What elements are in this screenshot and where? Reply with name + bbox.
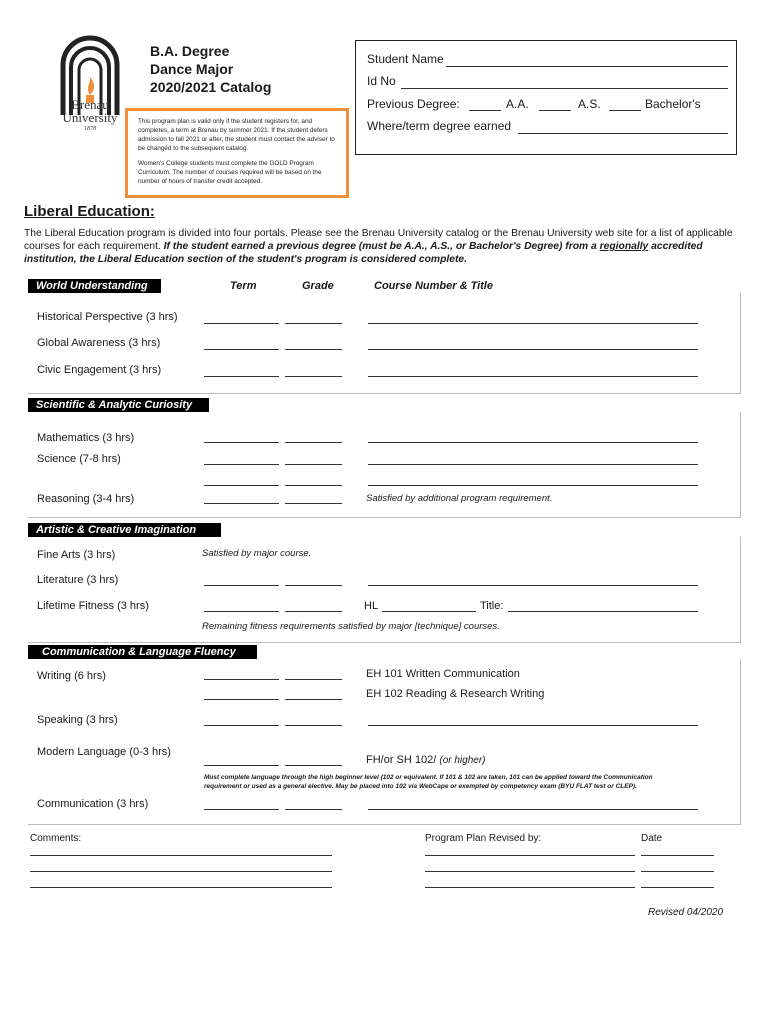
modern-term-field[interactable] — [204, 765, 279, 766]
global-grade-field[interactable] — [285, 349, 342, 350]
as-field[interactable] — [539, 110, 571, 111]
title-label: Title: — [480, 600, 504, 612]
science-course-field-2[interactable] — [368, 485, 698, 486]
hl-field[interactable] — [382, 611, 476, 612]
id-row — [367, 74, 396, 88]
writing-term-field-1[interactable] — [204, 679, 279, 680]
literature-grade-field[interactable] — [285, 585, 342, 586]
liberal-education-intro — [24, 227, 750, 266]
global-course-field[interactable] — [368, 349, 698, 350]
science-term-field-1[interactable] — [204, 464, 279, 465]
writing-term-field-2[interactable] — [204, 699, 279, 700]
where-field[interactable] — [518, 133, 728, 134]
language-note — [204, 773, 653, 791]
row-historical-label: Historical Perspective (3 hrs) — [37, 311, 178, 323]
row-science-label: Science (7-8 hrs) — [37, 453, 121, 465]
where-label: Where/term degree earned — [367, 119, 512, 133]
reasoning-note: Satisfied by additional program requirement. — [366, 493, 553, 504]
math-term-field[interactable] — [204, 442, 279, 443]
aa-label: A.A. — [506, 97, 529, 111]
row-fitness-label: Lifetime Fitness (3 hrs) — [37, 600, 149, 612]
finearts-note: Satisfied by major course. — [202, 548, 312, 559]
historical-term-field[interactable] — [204, 323, 279, 324]
liberal-education-heading: Liberal Education: — [24, 203, 155, 220]
previous-degree-label: Previous Degree: — [367, 97, 460, 111]
comments-line-2[interactable] — [30, 871, 332, 872]
title-field[interactable] — [508, 611, 698, 612]
title-major: Dance Major — [150, 61, 234, 77]
civic-course-field[interactable] — [368, 376, 698, 377]
student-name-field[interactable] — [446, 66, 728, 67]
as-label: A.S. — [578, 97, 601, 111]
communication-course-field[interactable] — [368, 809, 698, 810]
fh-sh-course — [366, 754, 486, 766]
intro-bold-1: If the student earned a previous degree (must be A.A., A.S., or Bachelor's Degree) from a — [160, 241, 600, 252]
title-catalog: 2020/2021 Catalog — [150, 79, 272, 95]
row-civic-label: Civic Engagement (3 hrs) — [37, 364, 162, 376]
row-communication-label: Communication (3 hrs) — [37, 798, 149, 810]
date-line-2[interactable] — [641, 871, 714, 872]
speaking-course-field[interactable] — [368, 725, 698, 726]
writing-grade-field-2[interactable] — [285, 699, 342, 700]
intro-underline: regionally — [599, 241, 649, 252]
science-grade-field-1[interactable] — [285, 464, 342, 465]
math-grade-field[interactable] — [285, 442, 342, 443]
column-grade: Grade — [302, 280, 334, 292]
speaking-term-field[interactable] — [204, 725, 279, 726]
section-communication-fluency: Communication & Language Fluency — [28, 645, 257, 659]
student-name-label: Student Name — [367, 52, 444, 66]
title-degree: B.A. Degree — [150, 43, 230, 59]
section-artistic-imagination: Artistic & Creative Imagination — [28, 523, 221, 537]
intro-plain: The Liberal Education program is divided into four portals. Please see the Brenau University catalog or the Brenau University web site for a list of applicable courses for each requirement. — [24, 228, 733, 252]
catalog-notice — [125, 108, 349, 198]
date-line-3[interactable] — [641, 887, 714, 888]
row-literature-label: Literature (3 hrs) — [37, 574, 119, 586]
reasoning-term-field[interactable] — [204, 503, 279, 504]
communication-term-field[interactable] — [204, 809, 279, 810]
column-course: Course Number & Title — [374, 280, 493, 292]
row-reasoning-label: Reasoning (3-4 hrs) — [37, 493, 135, 505]
column-term: Term — [230, 280, 257, 292]
speaking-grade-field[interactable] — [285, 725, 342, 726]
notice-gold: Women's College students must complete the GOLD Program Curriculum. The number of courses required will be based on the number of hours of transfer credit accepted. — [138, 160, 322, 185]
global-term-field[interactable] — [204, 349, 279, 350]
revised-by-line-1[interactable] — [425, 855, 635, 856]
where-row — [367, 119, 511, 133]
modern-grade-field[interactable] — [285, 765, 342, 766]
fitness-note: Remaining fitness requirements satisfied by major [technique] courses. — [202, 621, 500, 632]
science-term-field-2[interactable] — [204, 485, 279, 486]
comments-line-1[interactable] — [30, 855, 332, 856]
comments-label: Comments: — [30, 833, 82, 844]
previous-degree-row — [367, 97, 460, 111]
aa-field[interactable] — [469, 110, 501, 111]
bachelors-label: Bachelor's — [645, 97, 701, 111]
reasoning-grade-field[interactable] — [285, 503, 342, 504]
science-grade-field-2[interactable] — [285, 485, 342, 486]
science-course-field-1[interactable] — [368, 464, 698, 465]
revised-by-line-2[interactable] — [425, 871, 635, 872]
id-field[interactable] — [401, 88, 728, 89]
math-course-field[interactable] — [368, 442, 698, 443]
communication-grade-field[interactable] — [285, 809, 342, 810]
notice-validity: This program plan is valid only if the student registers for, and completes, a term at Brenau by summer 2021. If the student defers admission to fall 2021 or after, the student must contact the adviser to be changed to the subsequent catalog. — [138, 118, 335, 152]
writing-grade-field-1[interactable] — [285, 679, 342, 680]
row-writing-label: Writing (6 hrs) — [37, 670, 106, 682]
literature-term-field[interactable] — [204, 585, 279, 586]
section-world-understanding: World Understanding — [28, 279, 161, 293]
historical-grade-field[interactable] — [285, 323, 342, 324]
date-label: Date — [641, 833, 663, 844]
literature-course-field[interactable] — [368, 585, 698, 586]
fitness-term-field[interactable] — [204, 611, 279, 612]
fh-sh-higher: (or higher) — [439, 755, 486, 766]
student-name-row — [367, 52, 444, 66]
comments-line-3[interactable] — [30, 887, 332, 888]
civic-grade-field[interactable] — [285, 376, 342, 377]
hl-label: HL — [364, 600, 379, 612]
id-label: Id No — [367, 74, 396, 88]
logo-text-university: University — [62, 110, 118, 125]
language-note-line-1: Must complete language through the high beginner level (102 or equivalent. If 101 & 102 are taken, 101 can be applied toward the Communication — [204, 774, 653, 781]
logo-text-brenau: Brenau — [71, 97, 109, 112]
bachelors-field[interactable] — [609, 110, 641, 111]
revised-by-label: Program Plan Revised by: — [425, 833, 542, 844]
page-title — [150, 42, 271, 96]
row-global-label: Global Awareness (3 hrs) — [37, 337, 161, 349]
fh-sh-label: FH/or SH 102/ — [366, 754, 437, 766]
section-scientific-curiosity: Scientific & Analytic Curiosity — [28, 398, 209, 412]
eh102-course: EH 102 Reading & Research Writing — [366, 688, 545, 700]
revision-date: Revised 04/2020 — [648, 907, 724, 918]
logo-year: 1878 — [84, 126, 96, 132]
civic-term-field[interactable] — [204, 376, 279, 377]
date-line-1[interactable] — [641, 855, 714, 856]
revised-by-line-3[interactable] — [425, 887, 635, 888]
intro-bold-2: accredited institution, the Liberal Education section of the student's program is considered complete. — [24, 241, 703, 265]
fitness-grade-field[interactable] — [285, 611, 342, 612]
row-modern-language-label: Modern Language (0-3 hrs) — [37, 746, 171, 758]
eh101-course: EH 101 Written Communication — [366, 668, 520, 680]
row-speaking-label: Speaking (3 hrs) — [37, 714, 118, 726]
row-math-label: Mathematics (3 hrs) — [37, 432, 135, 444]
row-finearts-label: Fine Arts (3 hrs) — [37, 549, 116, 561]
language-note-line-2: requirement or used as a general elective. May be placed into 102 via WebCape or exempted by competency exam (BYU FLAT test or CLEP). — [204, 783, 637, 790]
historical-course-field[interactable] — [368, 323, 698, 324]
